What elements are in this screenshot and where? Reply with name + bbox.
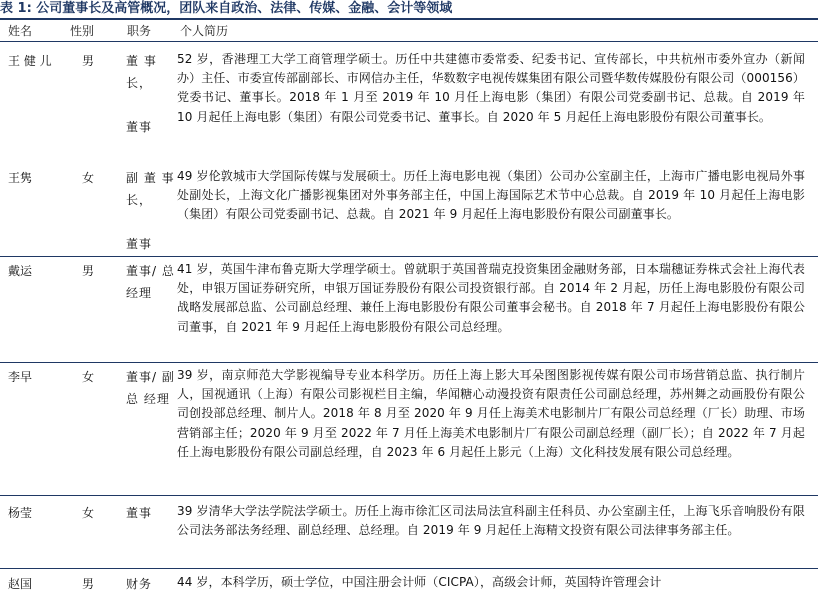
- person-name: 王隽: [8, 171, 33, 185]
- person-gender: 女: [82, 370, 95, 384]
- person-name: 李早: [8, 370, 33, 384]
- table-row: [0, 50, 818, 158]
- person-gender: 女: [82, 171, 95, 185]
- row-separator: [0, 568, 818, 569]
- person-bio: 39 岁，南京师范大学影视编导专业本科学历。历任上海上影大耳朵图图影视传媒有限公司市场营销总监、执行制片人，国视通讯（上海）有限公司影视栏目主编，华闻糖心动漫投资有限责任公司副总经理，苏州舞之动画股份有限公司创投部总经理、制片人。2018 年 8 月至 2020 年 9 月任上海美术电影制片厂有限公司总经理（厂长）助理、市场营销部主任；2020 年 9 月至 2022 年 7 月任上海美术电影制片厂有限公司副总经理（副厂长）；自 2022 年 7 月起任上海电影股份有限公司副总经理，自 2023 年 6 月起任上影元（上海）文化科技发展有限公司总经理。: [177, 368, 805, 459]
- person-gender: 男: [82, 577, 95, 591]
- header-name: 姓名: [8, 24, 33, 38]
- person-name: 王 健 儿: [8, 54, 52, 68]
- row-separator: [0, 256, 818, 257]
- header-bio: 个人简历: [180, 24, 229, 38]
- person-bio: 49 岁伦敦城市大学国际传媒与发展硕士。历任上海电影电视（集团）公司办公室副主任，上海市广播电影电视局外事处副处长，上海文化广播影视集团对外事务部主任，中国上海国际艺术节中心总裁。自 2019 年 10 月起任上海电影（集团）有限公司党委副书记、总裁。自 2021 年 9 月起任上海电影股份有限公司副董事长。: [177, 169, 805, 222]
- person-name: 赵国: [8, 577, 33, 591]
- row-separator: [0, 495, 818, 496]
- person-bio: 52 岁，香港理工大学工商管理学硕士。历任中共建德市委常委、纪委书记、宣传部长，中共杭州市委外宣办（新闻办）主任、市委宣传部副部长、市网信办主任，华数数字电视传媒集团有限公司暨华数传媒股份有限公司（000156）党委书记、董事长。2018 年 1 月至 2019 年 10 月任上海电影（集团）有限公司党委副书记、总裁。自 2019 年 10 月起任上海电影（集团）有限公司党委书记、董事长。自 2020 年 5 月起任上海电影股份有限公司董事长。: [177, 52, 805, 124]
- top-rule: [0, 18, 818, 20]
- person-position: 副 董 事长， 董事: [126, 171, 175, 251]
- person-position: 董事: [126, 506, 153, 520]
- person-bio: 44 岁，本科学历，硕士学位，中国注册会计师（CICPA），高级会计师，英国特许管理会计: [177, 575, 662, 589]
- person-gender: 男: [82, 54, 95, 68]
- row-separator: [0, 362, 818, 363]
- person-bio: 41 岁，英国牛津布鲁克斯大学理学硕士。曾就职于英国普瑞克投资集团金融财务部，日本瑞穗证券株式会社上海代表处，申银万国证券研究所，申银万国证券股份有限公司投资银行部。自 2014 年 2 月起，历任上海电影股份有限公司战略发展部总监、公司副总经理、兼任上海电影股份有限公司董事会秘书。自 2018 年 7 月起任上海电影股份有限公司董事，自 2021 年 9 月起任上海电影股份有限公司总经理。: [177, 262, 805, 334]
- table-row: [0, 366, 818, 486]
- person-gender: 女: [82, 506, 95, 520]
- person-name: 戴运: [8, 264, 33, 278]
- person-name: 杨莹: [8, 506, 33, 520]
- person-position: 财务: [126, 577, 153, 591]
- table-row: [0, 167, 818, 255]
- header-position: 职务: [127, 24, 152, 38]
- header-gender: 性别: [70, 24, 95, 38]
- person-position: 董事/ 总 经理: [126, 264, 175, 300]
- header-rule: [0, 41, 818, 42]
- person-bio: 39 岁清华大学法学院法学硕士。历任上海市徐汇区司法局法宣科副主任科员、办公室副主任，上海飞乐音响股份有限公司法务部法务经理、副总经理、总经理。自 2019 年 9 月起任上海精文投资有限公司法律事务部主任。: [177, 504, 805, 538]
- table-row: [0, 502, 818, 562]
- person-position: 董事/ 副 总 经理: [126, 370, 175, 406]
- table-row: [0, 260, 818, 360]
- person-gender: 男: [82, 264, 95, 278]
- person-position: 董 事 长， 董事: [126, 54, 157, 134]
- table-row: [0, 573, 818, 593]
- table-title: 表 1: 公司董事长及高管概况，团队来自政治、法律、传媒、金融、会计等领域: [0, 1, 453, 16]
